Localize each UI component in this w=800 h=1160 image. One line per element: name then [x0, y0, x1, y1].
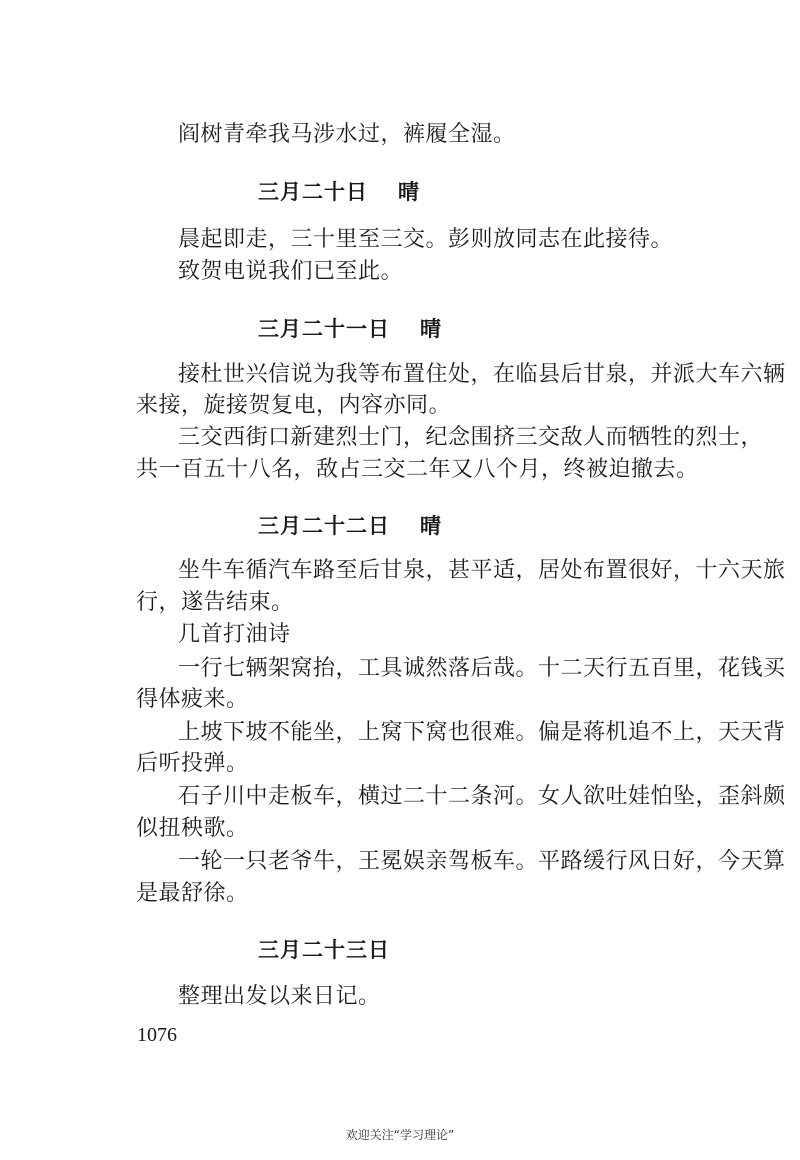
diary-date-heading	[258, 512, 442, 540]
text-line: 晨起即走，三十里至三交。彭则放同志在此接待。	[178, 227, 674, 252]
diary-date-heading	[258, 178, 420, 206]
text-line: 阎树青牵我马涉水过，裤履全湿。	[178, 122, 516, 147]
text-line: 行，遂告结束。	[136, 590, 294, 615]
diary-date-heading	[258, 315, 442, 343]
heading-date: 三月二十三日	[258, 938, 390, 962]
text-line: 三交西街口新建烈士门，纪念围挤三交敌人而牺牲的烈士，	[178, 425, 764, 450]
page-number: 1076	[137, 1024, 177, 1046]
heading-date: 三月二十日	[258, 180, 368, 204]
diary-date-heading	[258, 936, 390, 964]
text-line: 得体疲来。	[136, 687, 249, 712]
text-line: 接杜世兴信说为我等布置住处，在临县后甘泉，并派大车六辆	[178, 362, 786, 387]
text-line: 几首打油诗	[178, 622, 291, 647]
text-line: 似扭秧歌。	[136, 816, 249, 841]
text-line: 一轮一只老爷牛，王冕娱亲驾板车。平路缓行风日好，今天算	[178, 849, 786, 874]
text-line: 整理出发以来日记。	[178, 984, 381, 1009]
heading-weather: 晴	[398, 180, 420, 204]
text-line: 后听投弹。	[136, 751, 249, 776]
text-line: 石子川中走板车，横过二十二条河。女人欲吐娃怕坠，歪斜颇	[178, 784, 786, 809]
text-line: 坐牛车循汽车路至后甘泉，甚平适，居处布置很好，十六天旅	[178, 558, 786, 583]
heading-date: 三月二十一日	[258, 317, 390, 341]
footer-caption: 欢迎关注“学习理论”	[345, 1128, 455, 1142]
text-line: 共一百五十八名，敌占三交二年又八个月，终被迫撤去。	[136, 457, 699, 482]
text-line: 是最舒徐。	[136, 881, 249, 906]
heading-weather: 晴	[420, 317, 442, 341]
text-line: 一行七辆架窝抬，工具诚然落后哉。十二天行五百里，花钱买	[178, 656, 786, 681]
heading-date: 三月二十二日	[258, 514, 390, 538]
text-line: 致贺电说我们已至此。	[178, 259, 404, 284]
heading-weather: 晴	[420, 514, 442, 538]
text-line: 上坡下坡不能坐，上窝下窝也很难。偏是蒋机追不上，天天背	[178, 720, 786, 745]
text-line: 来接，旋接贺复电，内容亦同。	[136, 393, 452, 418]
